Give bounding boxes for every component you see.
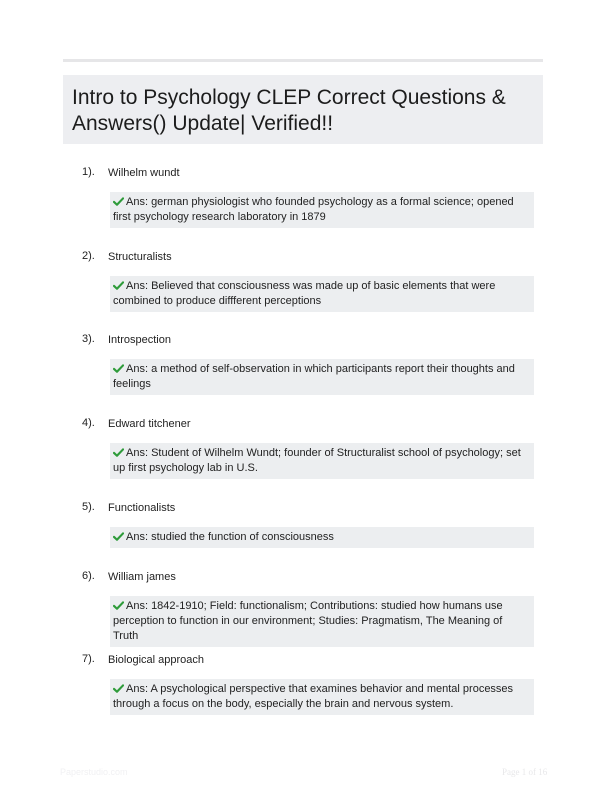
question-number: 6).	[82, 570, 95, 582]
answer-box	[110, 443, 534, 479]
answer-text: Ans: Student of Wilhelm Wundt; founder of Structuralist school of psychology; set up first psychology lab in U.S.	[113, 447, 521, 474]
question-number: 7).	[82, 653, 95, 665]
answer-box	[110, 527, 534, 548]
check-icon	[113, 532, 124, 541]
check-icon	[113, 281, 124, 290]
title-banner	[63, 75, 543, 144]
answer-text: Ans: german physiologist who founded psychology as a formal science; opened first psychology research laboratory in 1879	[113, 196, 514, 223]
answer-text: Ans: 1842-1910; Field: functionalism; Contributions: studied how humans use perception to function in our environment; Studies: Pragmatism, The Meaning of Truth	[113, 600, 503, 642]
question-text: Functionalists	[108, 502, 176, 514]
question-text: Structuralists	[108, 251, 172, 263]
question-number: 1).	[82, 166, 95, 178]
check-icon	[113, 364, 124, 373]
check-icon	[113, 448, 124, 457]
answer-box	[110, 679, 534, 715]
question-text: Edward titchener	[108, 418, 191, 430]
question-number: 3).	[82, 333, 95, 345]
answer-box	[110, 192, 534, 228]
question-text: William james	[108, 571, 176, 583]
footer-watermark: Paperstudio.com	[60, 767, 128, 777]
question-text: Biological approach	[108, 654, 205, 666]
check-icon	[113, 684, 124, 693]
check-icon	[113, 601, 124, 610]
answer-text: Ans: A psychological perspective that examines behavior and mental processes through a focus on the body, especially the brain and nervous system.	[113, 683, 514, 710]
top-divider	[63, 59, 543, 62]
question-text: Introspection	[108, 334, 171, 346]
check-icon	[113, 197, 124, 206]
question-number: 2).	[82, 250, 95, 262]
question-number: 4).	[82, 417, 95, 429]
answer-box	[110, 359, 534, 395]
answer-text: Ans: a method of self-observation in which participants report their thoughts and feelings	[113, 363, 515, 390]
answer-box	[110, 596, 534, 647]
answer-text: Ans: Believed that consciousness was made up of basic elements that were combined to produce diffferent perceptions	[113, 280, 496, 307]
question-number: 5).	[82, 501, 95, 513]
answer-box	[110, 276, 534, 312]
answer-text: Ans: studied the function of consciousness	[126, 531, 334, 543]
question-text: Wilhelm wundt	[108, 167, 180, 179]
page-number: Page 1 of 16	[502, 767, 548, 777]
document-title: Intro to Psychology CLEP Correct Questions & Answers() Update| Verified!!	[72, 86, 506, 135]
